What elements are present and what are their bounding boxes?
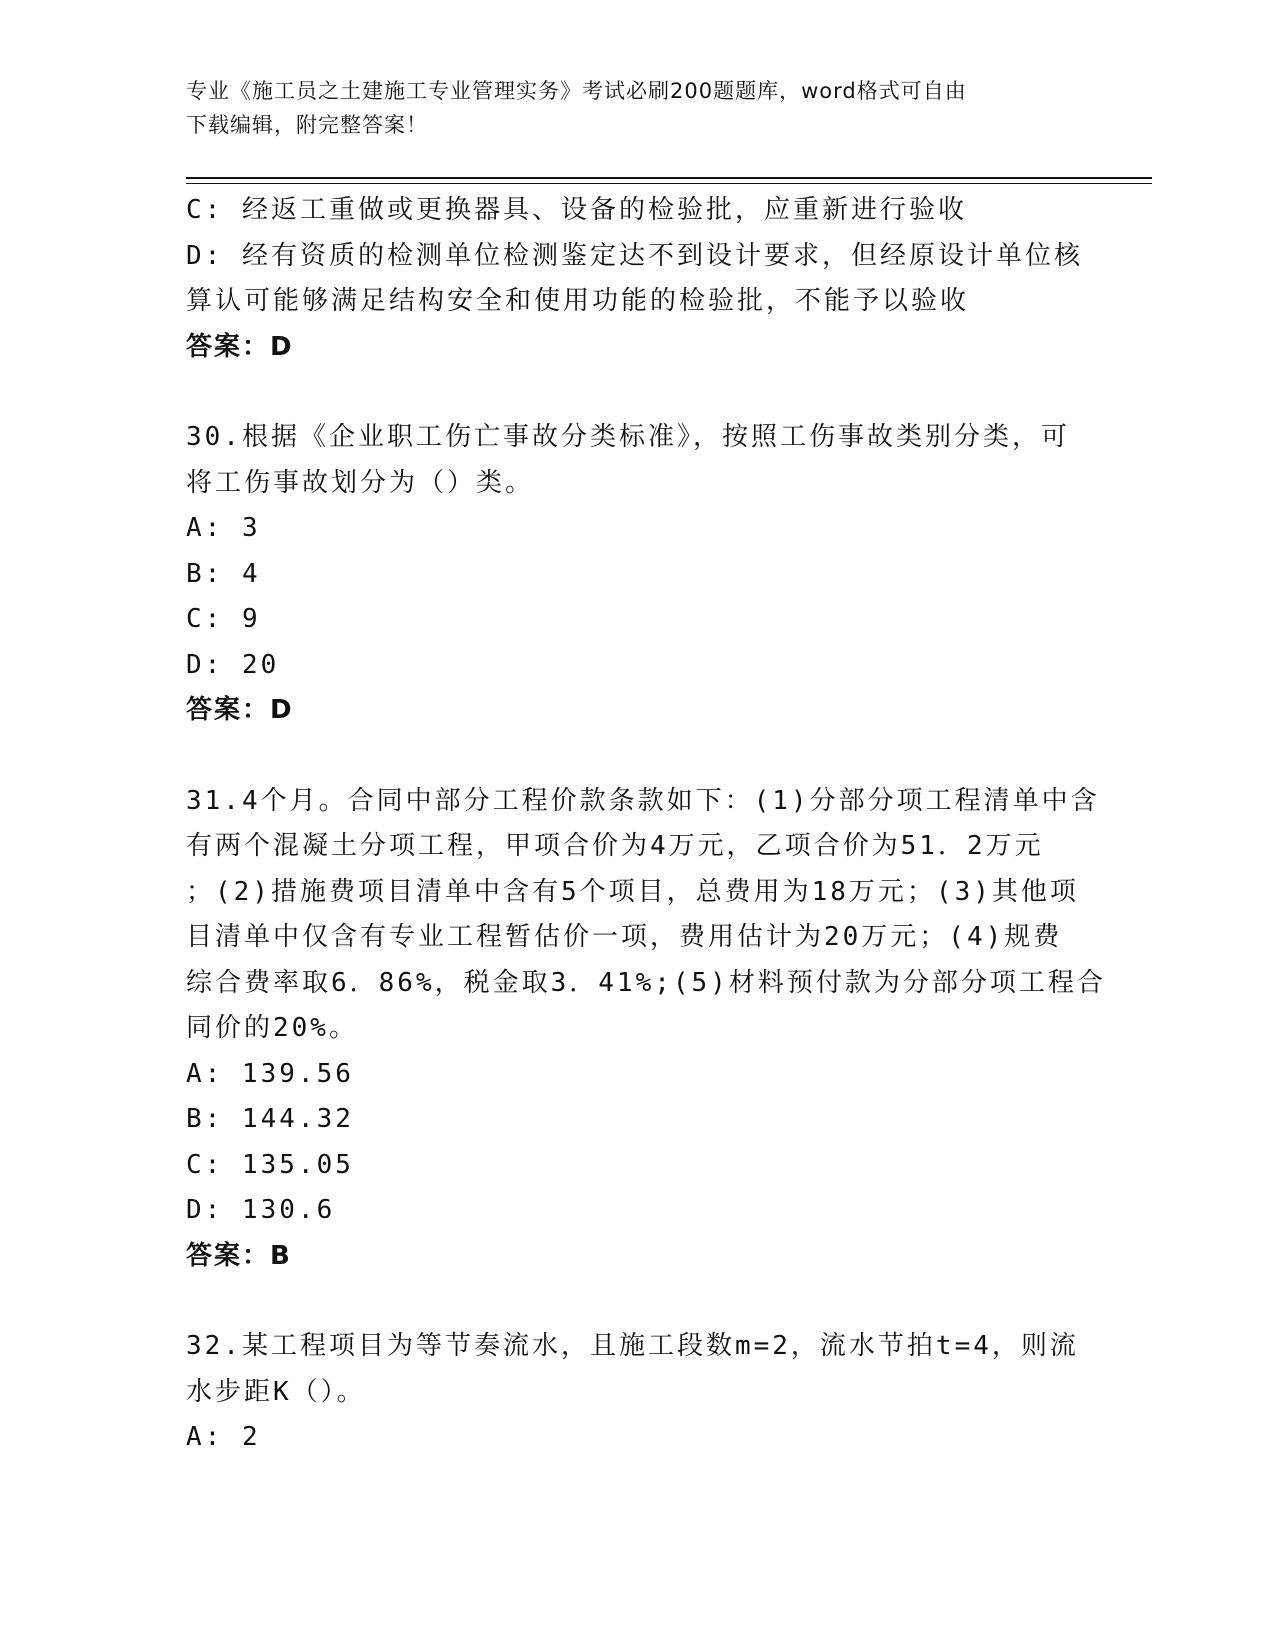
answer-label: 答案：D [186,331,294,362]
question-31 [186,779,1106,1280]
spacer [186,1279,1086,1324]
header-divider-thick [186,177,1152,179]
question-stem-line-3: ；(2)措施费项目清单中含有5个项目，总费用为18万元；(3)其他项 [186,876,1079,907]
header-title-line-1: 专业《施工员之土建施工专业管理实务》考试必刷200题题库，word格式可自由 [186,79,967,103]
question-stem-line-2: 将工伤事故划分为（）类。 [186,467,535,498]
question-stem-line-1: 32.某工程项目为等节奏流水，且施工段数m=2，流水节拍t=4，则流 [186,1331,1079,1361]
page-header [186,74,1086,142]
previous-question-block [186,188,1086,370]
option-d-line-2: 算认可能够满足结构安全和使用功能的检验批，不能予以验收 [186,286,970,316]
option-d-line-1: D: 经有资质的检测单位检测鉴定达不到设计要求，但经原设计单位核 [186,240,1083,271]
option-c: C: 9 [186,604,261,634]
option-a: A: 3 [186,513,261,543]
option-b: B: 144.32 [186,1104,354,1134]
option-a: A: 2 [186,1422,261,1452]
question-content [186,188,1106,1461]
spacer [186,370,1086,415]
option-b: B: 4 [186,558,261,589]
option-c: C: 135.05 [186,1149,354,1180]
question-stem-line-2: 有两个混凝土分项工程，甲项合价为4万元，乙项合价为51．2万元 [186,831,1044,861]
option-d: D: 130.6 [186,1195,336,1225]
spacer [186,734,1086,779]
header-title-line-2: 下载编辑，附完整答案！ [186,113,428,137]
question-stem-line-1: 31.4个月。合同中部分工程价款条款如下：(1)分部分项工程清单中含 [186,785,1100,816]
option-d: D: 20 [186,649,280,680]
question-stem-line-2: 水步距K（）。 [186,1376,366,1407]
option-c: C: 经返工重做或更换器具、设备的检验批，应重新进行验收 [186,195,967,225]
answer-label: 答案：B [186,1240,292,1271]
question-32 [186,1324,1086,1461]
question-stem-line-1: 30.根据《企业职工伤亡事故分类标准》，按照工伤事故类别分类，可 [186,422,1070,452]
answer-label: 答案：D [186,695,294,725]
question-stem-line-5: 综合费率取6．86%，税金取3．41%;(5)材料预付款为分部分项工程合 [186,967,1106,998]
question-stem-line-4: 目清单中仅含有专业工程暂估价一项，费用估计为20万元；(4)规费 [186,922,1063,952]
question-30 [186,415,1086,734]
header-divider-thin [186,183,1152,184]
option-a: A: 139.56 [186,1058,354,1089]
question-stem-line-6: 同价的20%。 [186,1013,358,1043]
